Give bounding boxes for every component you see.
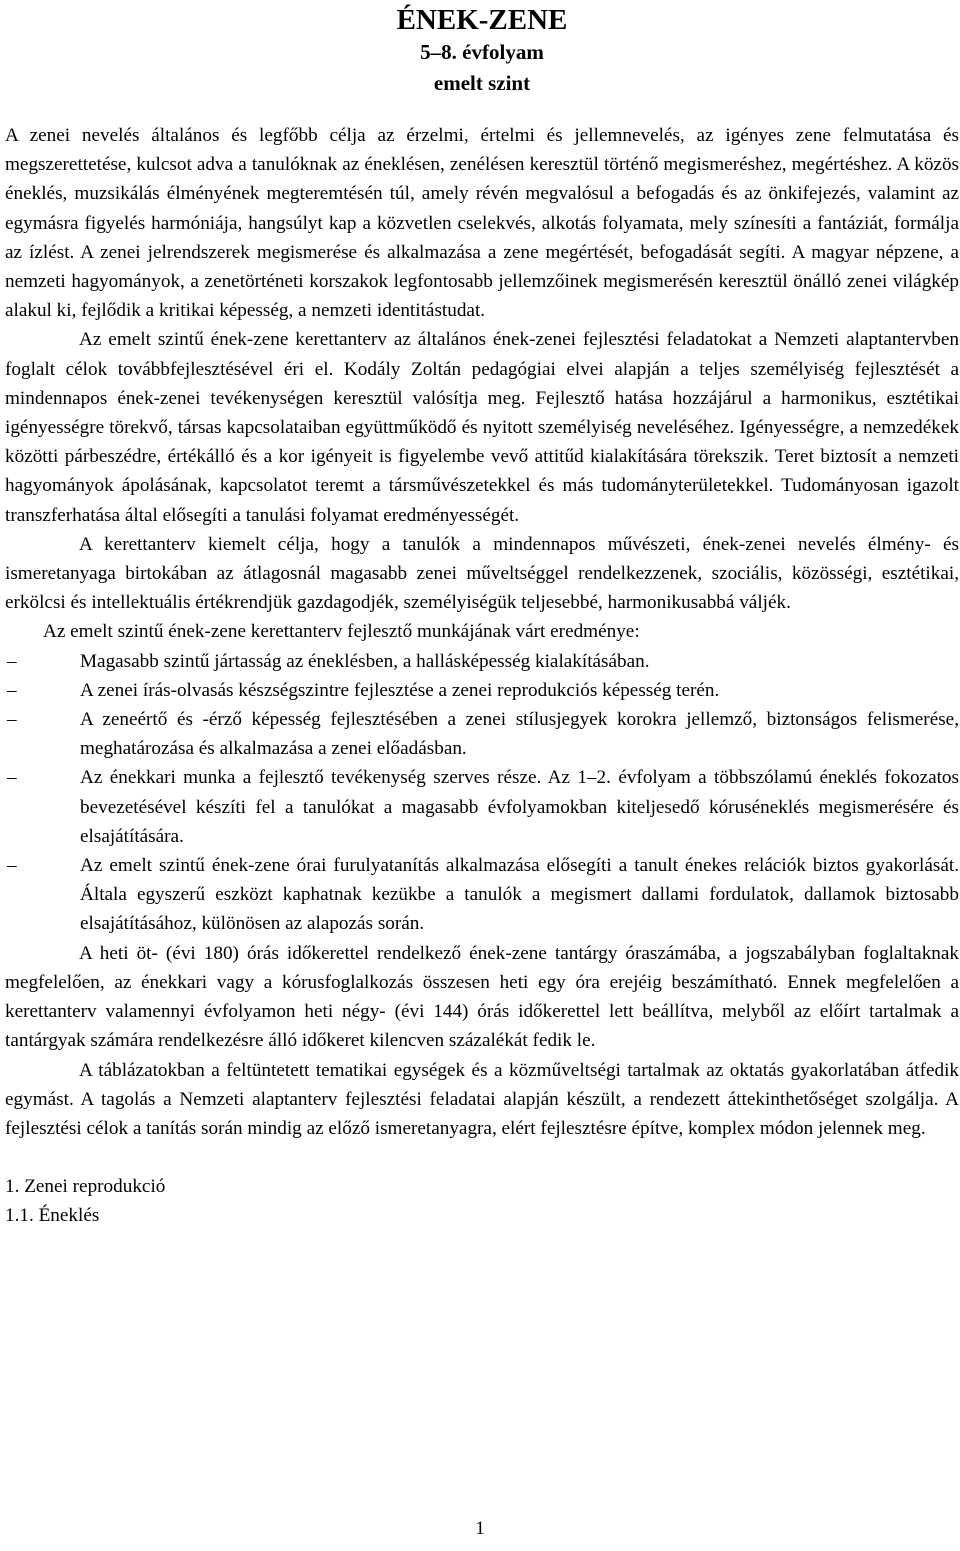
level-label: emelt szint	[433, 71, 531, 95]
section-heading: 1. Zenei reprodukció	[5, 1176, 166, 1198]
list-dash: –	[7, 855, 17, 877]
paragraph-main-aim: A kerettanterv kiemelt célja, hogy a tanulók a mindennapos művészeti, ének-zenei nevelés élmény- és ismeretanyaga birtokában az átlagosnál magasabb zenei műveltséggel rendelkezzenek, szociális, közösségi, esztétikai, erkölcsi és intellektuális értékrendjük gazdagodjék, személyiségük teljesebbé, harmonikusabbá váljék.	[5, 533, 959, 614]
document-body	[5, 121, 959, 1143]
list-dash: –	[7, 709, 17, 731]
page-number: 1	[475, 1518, 485, 1539]
list-item	[5, 676, 959, 705]
list-item	[5, 851, 959, 939]
subsection-heading: 1.1. Éneklés	[5, 1205, 100, 1227]
paragraph-tables-note: A táblázatokban a feltüntetett tematikai egységek és a közműveltségi tartalmak az oktatás gyakorlatában átfedik egymást. A tagolás a Nemzeti alaptanterv fejlesztési feladatai alapján készült, a rendezett áttekinthetőséget szolgálja. A fejlesztési célok a tanítás során mindig az előző ismeretanyagra, elért fejlesztésre építve, komplex módon jelennek meg.	[5, 1059, 959, 1139]
list-item	[5, 647, 959, 676]
list-dash: –	[7, 679, 17, 701]
title-block	[5, 3, 959, 99]
document-title: ÉNEK-ZENE	[396, 4, 568, 36]
paragraph-general-aims: A zenei nevelés általános és legfőbb célja az érzelmi, értelmi és jellemnevelés, az igényes zene felmutatása és megszerettetése, kulcsot adva a tanulóknak az éneklésen, zenélésen keresztül történő megismeréshez, megértéshez. A közös éneklés, muzsikálás élményének megteremtésén túl, amely révén megvalósul a befogadás és az önkifejezés, valamint az egymásra figyelés harmóniája, hangsúlyt kap a közvetlen cselekvés, alkotás folyamata, mely színesíti a fantáziát, formálja az ízlést. A zenei jelrendszerek megismerése és alkalmazása a zene megértését, befogadását segíti. A magyar népzene, a nemzeti hagyományok, a zenetörténeti korszakok legfontosabb jellemzőinek megismerésén keresztül önálló zenei világkép alakul ki, fejlődik a kritikai képesség, a nemzeti identitástudat.	[5, 125, 959, 322]
document-page	[5, 0, 959, 1231]
list-item-text: Magasabb szintű jártasság az éneklésben, a hallásképesség kialakításában.	[80, 650, 650, 672]
paragraph-curriculum-goals: Az emelt szintű ének-zene kerettanterv az általános ének-zenei fejlesztési feladatokat a Nemzeti alaptantervben foglalt célok továbbfejlesztésével éri el. Kodály Zoltán pedagógiai elvei alapján a teljes személyiség fejlesztését a mindennapos ének-zenei tevékenységen keresztül valósítja meg. Fejlesztő hatása hozzájárul a harmonikus, esztétikai igényességre törekvő, társas kapcsolataiban együttműködő és nyitott személyiség neveléséhez. Igényességre, a nemzedékek közötti párbeszédre, értékálló és a kor igényeit is figyelembe vevő attitűd kialakítására törekszik. Teret biztosít a nemzeti hagyományok ápolásának, kapcsolatot teremt a társművészetekkel és más tudományterületekkel. Tudományosan igazolt transzferhatása által elősegíti a tanulási folyamat eredményességét.	[5, 329, 959, 526]
list-dash: –	[7, 650, 17, 672]
paragraph-weekly-hours: A heti öt- (évi 180) órás időkerettel rendelkező ének-zene tantárgy óraszámába, a jogszabályban foglaltaknak megfelelően, az énekkari vagy a kórusfoglalkozás összesen heti egy óra erejéig beszámítható. Ennek megfelelően a kerettanterv valamennyi évfolyamon heti négy- (évi 144) órás időkerettel lett beállítva, melyből az előírt tartalmak a tantárgyak számára rendelkezésre álló időkeret kilencven százalékát fedik le.	[5, 942, 959, 1052]
list-item	[5, 705, 959, 763]
paragraph-expected-results-intro: Az emelt szintű ének-zene kerettanterv fejlesztő munkájának várt eredménye:	[43, 621, 640, 643]
expected-results-list	[5, 647, 959, 939]
list-item-text: A zeneértő és -érző képesség fejlesztésében a zenei stílusjegyek korokra jellemző, biztonságos felismerése, meghatározása és alkalmazása a zenei előadásban.	[80, 709, 959, 760]
list-item-text: A zenei írás-olvasás készségszintre fejlesztése a zenei reprodukciós képesség terén.	[80, 679, 720, 701]
list-dash: –	[7, 767, 17, 789]
list-item-text: Az énekkari munka a fejlesztő tevékenység szerves része. Az 1–2. évfolyam a többszólamú éneklés fokozatos bevezetésével készíti fel a tanulókat a magasabb évfolyamokban kiteljesedő kóruséneklés megismerésére és elsajátítására.	[80, 767, 959, 847]
grade-range: 5–8. évfolyam	[420, 40, 544, 64]
section-headings	[5, 1172, 959, 1230]
list-item	[5, 763, 959, 851]
list-item-text: Az emelt szintű ének-zene órai furulyatanítás alkalmazása elősegíti a tanult énekes relációk biztos gyakorlását. Általa egyszerű eszközt kaphatnak kezükbe a tanulók a megismert dallami fordulatok, dallamok biztosabb elsajátításához, különösen az alapozás során.	[80, 855, 959, 935]
